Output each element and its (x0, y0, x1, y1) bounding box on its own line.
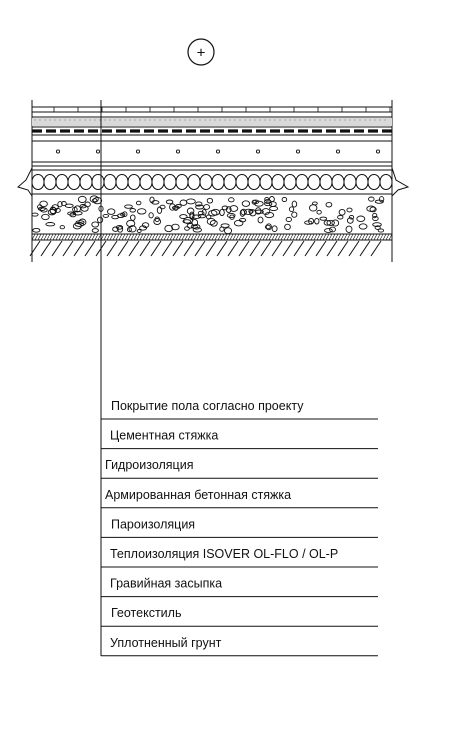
layer-label-7: Гравийная засыпка (110, 576, 223, 591)
section-marker-text: + (196, 44, 206, 62)
floor-covering-layer (32, 107, 392, 112)
insulation-layer (32, 170, 392, 194)
layer-labels (101, 399, 378, 656)
waterproofing-layer (32, 127, 392, 135)
gravel-layer (32, 196, 384, 234)
layer-label-5: Пароизоляция (111, 517, 196, 532)
layer-label-1: Покрытие пола согласно проекту (111, 399, 304, 413)
layer-label-3: Гидроизоляция (105, 458, 194, 473)
compacted-soil-layer (30, 241, 381, 256)
layer-label-2: Цементная стяжка (110, 428, 219, 443)
geotextile-layer (32, 234, 392, 240)
section-marker (188, 39, 214, 65)
right-break-line (392, 168, 408, 196)
left-break-line (18, 168, 32, 196)
layer-label-6: Теплоизоляция ISOVER OL-FLO / OL-P (110, 547, 339, 561)
layer-label-8: Геотекстиль (111, 606, 182, 621)
reinforced-screed-layer (32, 141, 392, 162)
floor-cross-section (18, 100, 408, 262)
layer-label-4: Армированная бетонная стяжка (105, 487, 292, 502)
cement-screed-layer (32, 117, 392, 126)
layer-label-9: Уплотненный грунт (110, 635, 222, 650)
